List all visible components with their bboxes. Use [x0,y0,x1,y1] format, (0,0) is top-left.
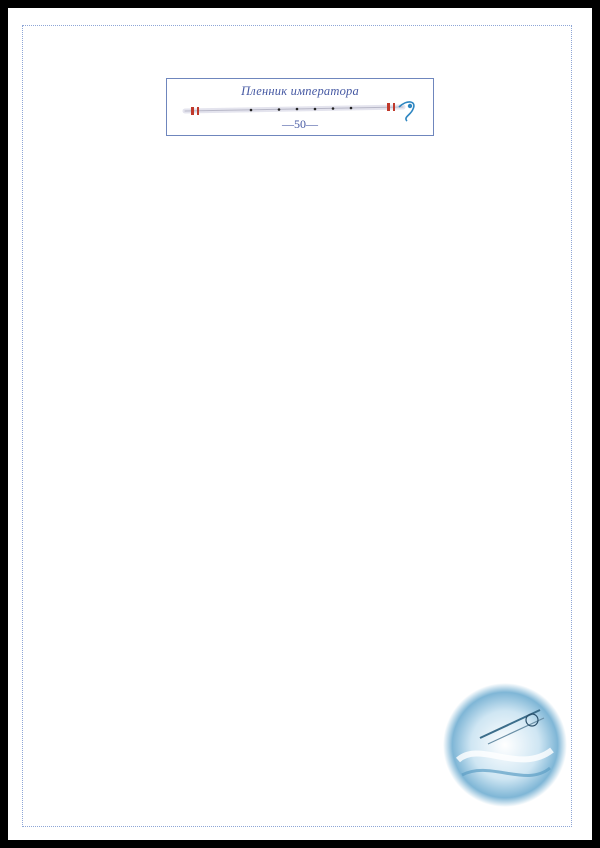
book-page [8,8,592,840]
book-title: Пленник императора [241,84,359,98]
page-number: —50— [282,117,318,131]
text-block [44,168,556,252]
paragraph [44,168,556,189]
header-plate [166,78,434,136]
paragraph [44,189,556,210]
decorative-illustration [440,680,570,810]
paragraph [44,210,556,231]
paragraph [44,231,556,252]
